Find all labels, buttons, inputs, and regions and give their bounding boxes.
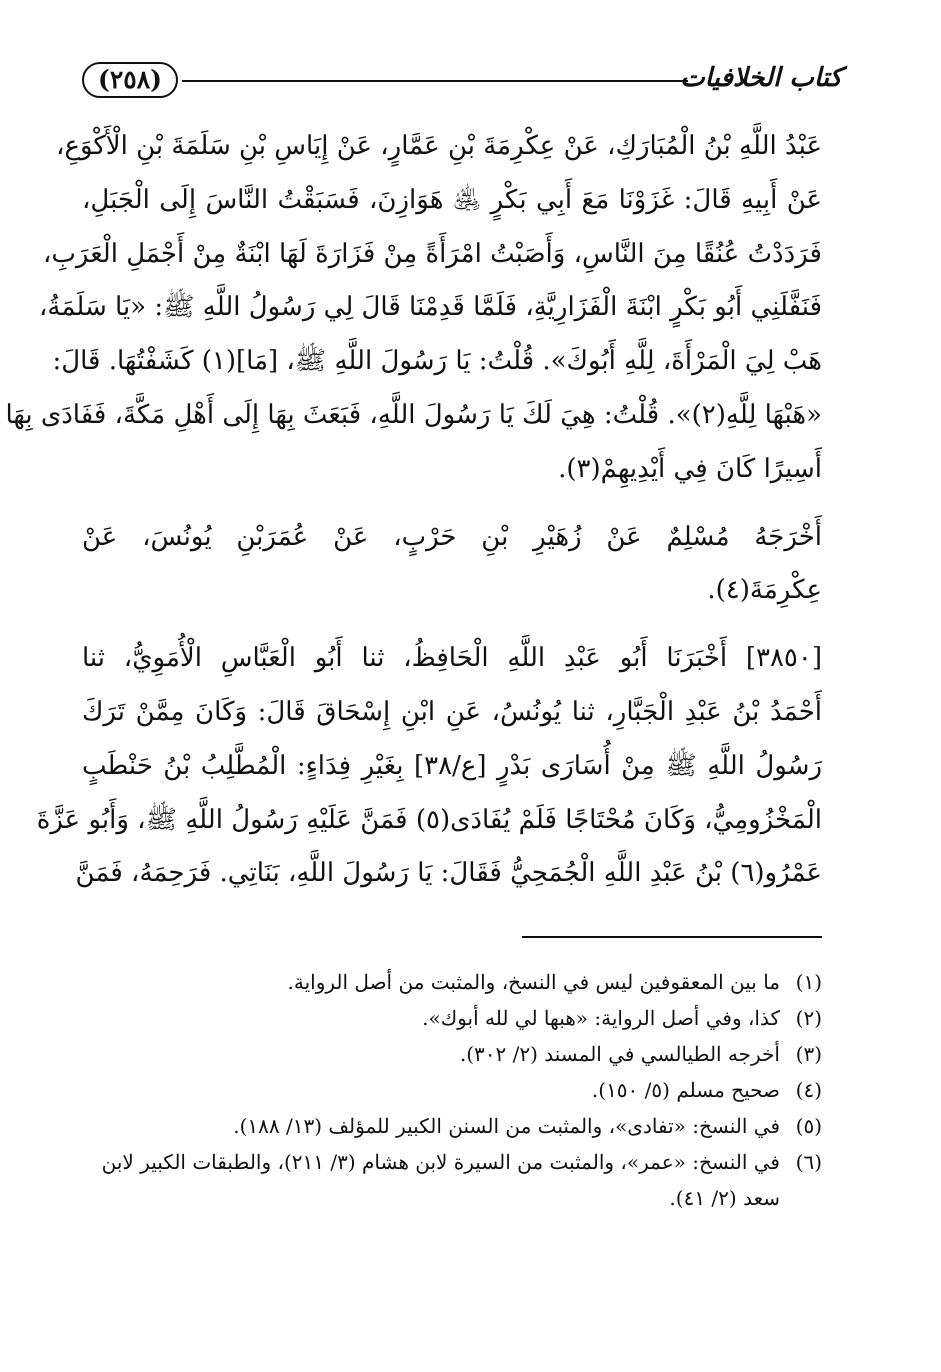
text-line: «هَبْهَا لِلَّهِ(٢)». قُلْتُ: هِيَ لَكَ يَا رَسُولَ اللَّهِ، فَبَعَثَ بِهَا إِلَى أَهْلِ مَكَّةَ، فَفَادَى بِهَا bbox=[5, 399, 822, 430]
page-header bbox=[82, 58, 842, 106]
footnote bbox=[82, 1036, 822, 1072]
text-line: عَمْرُو(٦) بْنُ عَبْدِ اللَّهِ الْجُمَحِيُّ فَقَالَ: يَا رَسُولَ اللَّهِ، بَنَاتِي. فَرَحِمَهُ، فَمَنَّ bbox=[75, 858, 822, 889]
header-rule bbox=[182, 80, 688, 82]
text-line: [٣٨٥٠] أَخْبَرَنَا أَبُو عَبْدِ اللَّهِ الْحَافِظُ، ثنا أَبُو الْعَبَّاسِ الْأُمَوِيُّ، ثنا bbox=[82, 643, 822, 674]
footnote-number: (٣) bbox=[795, 1042, 822, 1066]
footnote-number: (٤) bbox=[795, 1078, 822, 1102]
footnote-number: (٥) bbox=[795, 1114, 822, 1138]
footnote-separator bbox=[522, 936, 822, 938]
paragraph-gap bbox=[82, 497, 822, 511]
text-line: أَسِيرًا كَانَ فِي أَيْدِيهِمْ(٣). bbox=[558, 453, 822, 484]
footnote-text: ما بين المعقوفين ليس في النسخ، والمثبت من أصل الرواية. bbox=[287, 970, 780, 994]
footnote bbox=[82, 1072, 822, 1108]
footnote bbox=[82, 1144, 822, 1180]
footnotes bbox=[82, 964, 822, 1216]
footnote bbox=[82, 1108, 822, 1144]
main-text bbox=[5, 120, 823, 901]
paragraph-gap bbox=[82, 618, 822, 632]
footnote-number: (٢) bbox=[795, 1006, 822, 1030]
footnote bbox=[82, 964, 822, 1000]
text-line: عِكْرِمَةَ(٤). bbox=[707, 575, 822, 606]
footnote bbox=[82, 1000, 822, 1036]
footnote-continuation: سعد (٢/ ٤١). bbox=[669, 1186, 780, 1210]
text-line: عَبْدُ اللَّهِ بْنُ الْمُبَارَكِ، عَنْ عِكْرِمَةَ بْنِ عَمَّارٍ، عَنْ إِيَاسِ بْنِ سَلَمَةَ بْنِ الْأَكْوَعِ، bbox=[56, 131, 822, 161]
text-line: أَحْمَدُ بْنُ عَبْدِ الْجَبَّارِ، ثنا يُونُسُ، عَنِ ابْنِ إِسْحَاقَ قَالَ: وَكَانَ مِمَّنْ تَرَكَ bbox=[82, 696, 822, 727]
footnote-number: (٦) bbox=[795, 1150, 822, 1174]
footnote-text: أخرجه الطيالسي في المسند (٢/ ٣٠٢). bbox=[459, 1042, 780, 1066]
book-title: كتاب الخلافيات bbox=[680, 63, 842, 93]
text-line: فَرَدَدْتُ عُنُقًا مِنَ النَّاسِ، وَأَصَبْتُ امْرَأَةً مِنْ فَزَارَةَ لَهَا ابْنَةٌ مِنْ أَجْمَلِ الْعَرَبِ، bbox=[43, 238, 822, 269]
footnote-text: صحيح مسلم (٥/ ١٥٠). bbox=[591, 1078, 780, 1102]
page-number: (٢٥٨) bbox=[82, 62, 178, 98]
footnote-text: في النسخ: «تفادى»، والمثبت من السنن الكبير للمؤلف (١٣/ ١٨٨). bbox=[233, 1114, 780, 1138]
text-line: رَسُولُ اللَّهِ ﷺ مِنْ أُسَارَى بَدْرٍ [ع/٣٨] بِغَيْرِ فِدَاءٍ: الْمُطَّلِبُ بْنُ حَنْطَبٍ bbox=[82, 750, 823, 781]
text-line: هَبْ لِيَ الْمَرْأَةَ، لِلَّهِ أَبُوكَ». قُلْتُ: يَا رَسُولَ اللَّهِ ﷺ، [مَا](١) كَشَفْتُهَا. قَالَ: bbox=[52, 346, 822, 377]
footnote-text: كذا، وفي أصل الرواية: «هبها لي لله أبوك». bbox=[422, 1006, 780, 1030]
text-line: فَنَفَّلَنِي أَبُو بَكْرٍ ابْنَةَ الْفَزَارِيَّةِ، فَلَمَّا قَدِمْنَا قَالَ لِي رَسُولُ اللَّهِ ﷺ: «يَا سَلَمَةُ، bbox=[39, 292, 822, 323]
footnote-text: في النسخ: «عمر»، والمثبت من السيرة لابن هشام (٣/ ٢١١)، والطبقات الكبير لابن bbox=[101, 1150, 780, 1174]
footnote-number: (١) bbox=[795, 970, 822, 994]
text-line: عَنْ أَبِيهِ قَالَ: غَزَوْنَا مَعَ أَبِي بَكْرٍ ﵁ هَوَازِنَ، فَسَبَقْتُ النَّاسَ إِلَى الْجَبَلِ، bbox=[82, 184, 822, 215]
text-line: الْمَخْزُومِيُّ، وَكَانَ مُحْتَاجًا فَلَمْ يُفَادَى(٥) فَمَنَّ عَلَيْهِ رَسُولُ اللَّهِ ﷺ، وَأَبُو عَزَّةَ bbox=[36, 804, 822, 835]
text-line: أَخْرَجَهُ مُسْلِمٌ عَنْ زُهَيْرِ بْنِ حَرْبٍ، عَنْ عُمَرَبْنِ يُونُسَ، عَنْ bbox=[82, 521, 822, 552]
